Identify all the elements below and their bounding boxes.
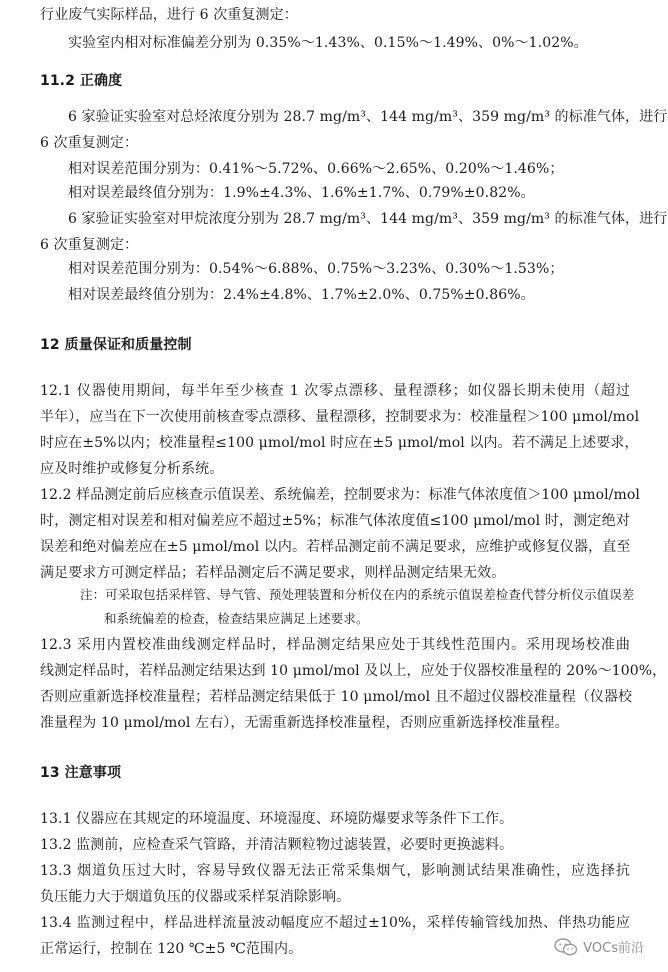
paragraph-line: 正常运行，控制在 120 ℃±5 ℃范围内。: [40, 941, 303, 957]
note-line: 和系统偏差的检查，检查结果应满足上述要求。: [104, 611, 369, 626]
paragraph-line: 13.2 监测前，应检查采气管路，并清洁颗粒物过滤装置，必要时更换滤料。: [40, 837, 514, 853]
paragraph-line: 相对误差范围分别为：0.54%～6.88%、0.75%～3.23%、0.30%～1.53%；: [68, 261, 564, 277]
section-heading-13: 13 注意事项: [40, 765, 122, 781]
paragraph-line: 6 家验证实验室对甲烷浓度分别为 28.7 mg/m³、144 mg/m³、359 mg/m³ 的标准气体，进行: [68, 211, 668, 227]
paragraph-line: 时应在±5%以内；校准量程≤100 μmol/mol 时应在±5 μmol/mol 以内。若不满足上述要求，: [40, 435, 639, 451]
paragraph-line: 相对误差范围分别为：0.41%～5.72%、0.66%～2.65%、0.20%～1.46%；: [68, 161, 564, 177]
paragraph-line: 相对误差最终值分别为：1.9%±4.3%、1.6%±1.7%、0.79%±0.82%。: [68, 185, 535, 201]
paragraph-line: 相对误差最终值分别为：2.4%±4.8%、1.7%±2.0%、0.75%±0.86%。: [68, 287, 535, 303]
paragraph-line: 12.2 样品测定前后应核查示值误差、系统偏差，控制要求为：标准气体浓度值＞100 μmol/mol: [40, 487, 640, 503]
paragraph-line: 满足要求方可测定样品；若样品测定后不满足要求，则样品测定结果无效。: [40, 565, 506, 581]
paragraph-line: 6 家验证实验室对总烃浓度分别为 28.7 mg/m³、144 mg/m³、359 mg/m³ 的标准气体，进行: [68, 109, 668, 125]
paragraph-line: 13.3 烟道负压过大时，容易导致仪器无法正常采集烟气，影响测试结果准确性，应选择抗: [40, 863, 630, 879]
paragraph-line: 时，测定相对误差和相对偏差应不超过±5%；标准气体浓度值≤100 μmol/mol 时，测定绝对: [40, 513, 630, 529]
paragraph-line: 准量程为 10 μmol/mol 左右），无需重新选择校准量程，否则应重新选择校准量程。: [40, 715, 569, 731]
section-heading-11-2: 11.2 正确度: [40, 73, 123, 89]
paragraph-line: 6 次重复测定：: [40, 237, 139, 253]
section-heading-12: 12 质量保证和质量控制: [40, 337, 192, 353]
paragraph-line: 实验室内相对标准偏差分别为 0.35%～1.43%、0.15%～1.49%、0%～1.02%。: [68, 35, 588, 51]
paragraph-line: 12.1 仪器使用期间，每半年至少核查 1 次零点漂移、量程漂移；如仪器长期未使用（超过: [40, 383, 630, 399]
paragraph-line: 13.4 监测过程中，样品进样流量波动幅度应不超过±10%，采样传输管线加热、伴热功能应: [40, 915, 630, 931]
paragraph-line: 否则应重新选择校准量程；若样品测定结果低于 10 μmol/mol 且不超过仪器校准量程（仪器校: [40, 689, 633, 705]
watermark-text: VOCs前沿: [583, 941, 644, 956]
paragraph-line: 误差和绝对偏差应在±5 μmol/mol 以内。若样品测定前不满足要求，应维护或修复仪器，直至: [40, 539, 631, 555]
paragraph-line: 行业废气实际样品，进行 6 次重复测定：: [40, 7, 298, 23]
watermark: [554, 937, 644, 956]
paragraph-line: 12.3 采用内置校准曲线测定样品时，样品测定结果应处于其线性范围内。采用现场校准曲: [40, 637, 630, 653]
paragraph-line: 13.1 仪器应在其规定的环境温度、环境湿度、环境防爆要求等条件下工作。: [40, 811, 514, 827]
note-line: 注：可采取包括采样管、导气管、预处理装置和分析仪在内的系统示值误差检查代替分析仪示值误差: [80, 587, 635, 602]
paragraph-line: 负压能力大于烟道负压的仪器或采样泵消除影响。: [40, 889, 351, 905]
paragraph-line: 半年），应当在下一次使用前核查零点漂移、量程漂移，控制要求为：校准量程＞100 μmol/mol: [40, 409, 640, 425]
paragraph-line: 应及时维护或修复分析系统。: [40, 461, 224, 477]
paragraph-line: 线测定样品时，若样品测定结果达到 10 μmol/mol 及以上，应处于仪器校准量程的 20%～100%，: [40, 663, 667, 679]
paragraph-line: 6 次重复测定：: [40, 135, 139, 151]
wechat-icon: [554, 938, 578, 956]
